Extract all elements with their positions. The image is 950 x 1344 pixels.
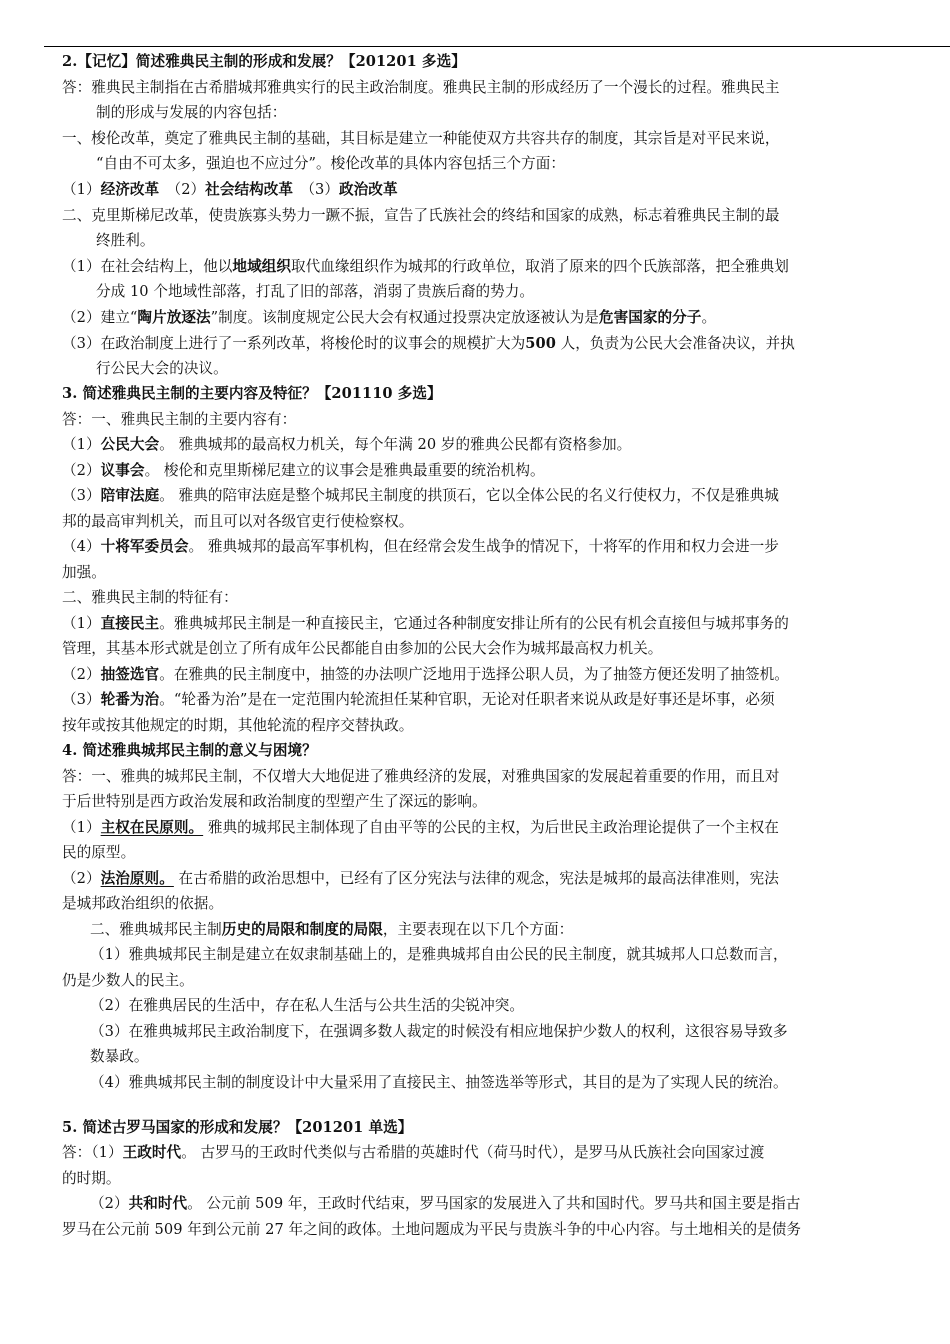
q2-cleisthenes-reform-cont: 终胜利。	[96, 232, 155, 249]
q5-era-1-cont: 的时期。	[62, 1170, 121, 1187]
q5-era-2-cont: 罗马在公元前 509 年到公元前 27 年之间的政体。土地问题成为平民与贵族斗争的中心内容。与土地相关的是债务	[62, 1221, 802, 1238]
item-number: （2）	[62, 666, 101, 683]
text-run: （1）在社会结构上，他以	[62, 258, 233, 275]
q4-limit-3-cont: 数暴政。	[90, 1048, 149, 1065]
keyword: 经济改革	[100, 181, 160, 198]
keyword: 公民大会	[100, 436, 160, 453]
q4-meaning-2-cont: 是城邦政治组织的依据。	[62, 895, 224, 912]
text-run: 。 雅典的陪审法庭是整个城邦民主制度的拱顶石，它以全体公民的名义行使权力，不仅是雅典城	[159, 487, 779, 504]
q4-limit-3: （3）在雅典城邦民主政治制度下，在强调多数人裁定的时候没有相应地保护少数人的权利，这很容易导致多	[90, 1023, 788, 1040]
top-rule	[44, 46, 950, 47]
keyword: 轮番为治	[100, 691, 160, 708]
q3-content-2	[62, 461, 545, 481]
q3-feature-3-cont: 按年或按其他规定的时期，其他轮流的程序交替执政。	[62, 717, 414, 734]
q4-answer-line: 答：一、雅典的城邦民主制，不仅增大大地促进了雅典经济的发展，对雅典国家的发展起着重要的作用，而且对	[62, 768, 780, 785]
keyword: 历史的局限和制度的局限	[221, 921, 383, 938]
text-run: 人，负责为公民大会准备决议，并执	[555, 335, 795, 352]
text-run: 。 雅典城邦的最高军事机构，但在经常会发生战争的情况下，十将军的作用和权力会进一步	[188, 538, 779, 555]
text-run: ，主要表现在以下几个方面：	[382, 921, 574, 938]
q2-point-2	[62, 308, 716, 328]
q3-answer-intro: 答：一、雅典民主制的主要内容有：	[62, 411, 297, 428]
keyword: 社会结构改革	[205, 181, 294, 198]
q3-feature-3	[62, 690, 775, 710]
item-number: （1）	[62, 615, 101, 632]
q4-meaning-1	[62, 818, 779, 838]
q4-meaning-2	[62, 869, 779, 889]
text-run: 二、雅典城邦民主制	[90, 921, 222, 938]
text-run: 。在雅典的民主制度中，抽签的办法呗广泛地用于选择公职人员，为了抽签方便还发明了抽签机。	[159, 666, 789, 683]
keyword: 陶片放逐法	[137, 309, 211, 326]
q2-point-1-cont: 分成 10 个地域性部落，打乱了旧的部落，消弱了贵族后裔的势力。	[96, 283, 535, 300]
keyword: 法治原则。	[100, 870, 174, 887]
text-run: （2）建立“	[62, 309, 138, 326]
keyword: 王政时代	[122, 1144, 182, 1161]
text-run: ”制度。该制度规定公民大会有权通过投票决定放逐被认为是	[210, 309, 599, 326]
q3-content-4	[62, 537, 779, 557]
q2-point-3-cont: 行公民大会的决议。	[96, 360, 228, 377]
text-run: 。 梭伦和克里斯梯尼建立的议事会是雅典最重要的统治机构。	[144, 462, 545, 479]
q3-feature-2	[62, 665, 789, 685]
text-run: （3）在政治制度上进行了一系列改革，将梭伦时的议事会的规模扩大为	[62, 335, 526, 352]
q4-limit-4: （4）雅典城邦民主制的制度设计中大量采用了直接民主、抽签选举等形式，其目的是为了实现人民的统治。	[90, 1074, 788, 1091]
q3-content-4-cont: 加强。	[62, 564, 106, 581]
item-number: （2）	[159, 181, 206, 198]
q2-point-1	[62, 257, 789, 277]
q2-answer-line: 答：雅典民主制指在古希腊城邦雅典实行的民主政治制度。雅典民主制的形成经历了一个漫长的过程。雅典民主	[62, 79, 780, 96]
keyword: 陪审法庭	[100, 487, 160, 504]
q2-solon-reform: 一、梭伦改革，奠定了雅典民主制的基础，其目标是建立一种能使双方共容共存的制度，其宗旨是对平民来说，	[62, 130, 780, 147]
keyword: 危害国家的分子	[598, 309, 702, 326]
item-number: （1）	[62, 819, 101, 836]
item-number: 答：（1）	[62, 1144, 123, 1161]
keyword: 政治改革	[339, 181, 398, 198]
text-run: 。 公元前 509 年，王政时代结束，罗马国家的发展进入了共和国时代。罗马共和国主要是指古	[187, 1195, 801, 1212]
q5-era-1	[62, 1143, 764, 1163]
text-run: 。“轮番为治”是在一定范围内轮流担任某种官职，无论对任职者来说从政是好事还是坏事，必须	[159, 691, 775, 708]
item-number: （1）	[62, 436, 101, 453]
text-run: 。 古罗马的王政时代类似与古希腊的英雄时代（荷马时代），是罗马从氏族社会向国家过渡	[181, 1144, 765, 1161]
q2-solon-aspects	[62, 180, 398, 200]
q2-cleisthenes-reform: 二、克里斯梯尼改革，使贵族寡头势力一蹶不振，宣告了氏族社会的终结和国家的成熟，标志着雅典民主制的最	[62, 207, 780, 224]
question-5-title: 5. 简述古罗马国家的形成和发展？【201201 单选】	[62, 1119, 413, 1136]
question-3-title: 3. 简述雅典民主制的主要内容及特征？【201110 多选】	[62, 385, 442, 402]
item-number: （2）	[62, 462, 101, 479]
item-number: （3）	[62, 691, 101, 708]
keyword: 500	[525, 335, 556, 352]
keyword: 抽签选官	[100, 666, 160, 683]
item-number: （2）	[90, 1195, 129, 1212]
q3-feature-1-cont: 管理，其基本形式就是创立了所有成年公民都能自由参加的公民大会作为城邦最高权力机关。	[62, 640, 663, 657]
item-number: （4）	[62, 538, 101, 555]
keyword: 地域组织	[232, 258, 291, 275]
q3-content-3	[62, 486, 779, 506]
text-run: 。	[701, 309, 717, 326]
text-run: 。雅典城邦民主制是一种直接民主，它通过各种制度安排让所有的公民有机会直接但与城邦事务的	[159, 615, 789, 632]
item-number: （3）	[62, 487, 101, 504]
q4-meaning-1-cont: 民的原型。	[62, 844, 136, 861]
q3-content-1	[62, 435, 631, 455]
q4-limit-1-cont: 仍是少数人的民主。	[62, 972, 194, 989]
question-4-title: 4. 简述雅典城邦民主制的意义与困境？	[62, 742, 317, 759]
q3-feature-1	[62, 614, 789, 634]
q2-point-3	[62, 334, 795, 354]
item-number: （2）	[62, 870, 101, 887]
item-number: （1）	[62, 181, 101, 198]
question-2-title: 2.【记忆】简述雅典民主制的形成和发展？【201201 多选】	[62, 53, 466, 70]
text-run: 。 雅典城邦的最高权力机关，每个年满 20 岁的雅典公民都有资格参加。	[159, 436, 632, 453]
keyword: 共和时代	[128, 1195, 188, 1212]
q2-answer-line: 制的形成与发展的内容包括：	[96, 104, 287, 121]
keyword: 直接民主	[100, 615, 160, 632]
text-run: 取代血缘组织作为城邦的行政单位，取消了原来的四个氏族部落，把全雅典划	[291, 258, 789, 275]
keyword: 议事会	[100, 462, 145, 479]
keyword: 主权在民原则。	[100, 819, 204, 836]
q3-content-3-cont: 邦的最高审判机关，而且可以对各级官吏行使检察权。	[62, 513, 414, 530]
q4-limits-intro	[90, 920, 573, 940]
keyword: 十将军委员会	[100, 538, 189, 555]
item-number: （3）	[293, 181, 340, 198]
q4-limit-2: （2）在雅典居民的生活中，存在私人生活与公共生活的尖锐冲突。	[90, 997, 525, 1014]
q4-answer-line: 于后世特别是西方政治发展和政治制度的型塑产生了深远的影响。	[62, 793, 487, 810]
text-run: 雅典的城邦民主制体现了自由平等的公民的主权，为后世民主政治理论提供了一个主权在	[203, 819, 779, 836]
q2-solon-reform-cont: “自由不可太多，强迫也不应过分”。梭伦改革的具体内容包括三个方面：	[96, 155, 565, 172]
q4-limit-1: （1）雅典城邦民主制是建立在奴隶制基础上的，是雅典城邦自由公民的民主制度，就其城邦人口总数而言，	[90, 946, 788, 963]
text-run: 在古希腊的政治思想中，已经有了区分宪法与法律的观念，宪法是城邦的最高法律准则，宪法	[173, 870, 779, 887]
q3-features-intro: 二、雅典民主制的特征有：	[62, 589, 238, 606]
q5-era-2	[90, 1194, 800, 1214]
